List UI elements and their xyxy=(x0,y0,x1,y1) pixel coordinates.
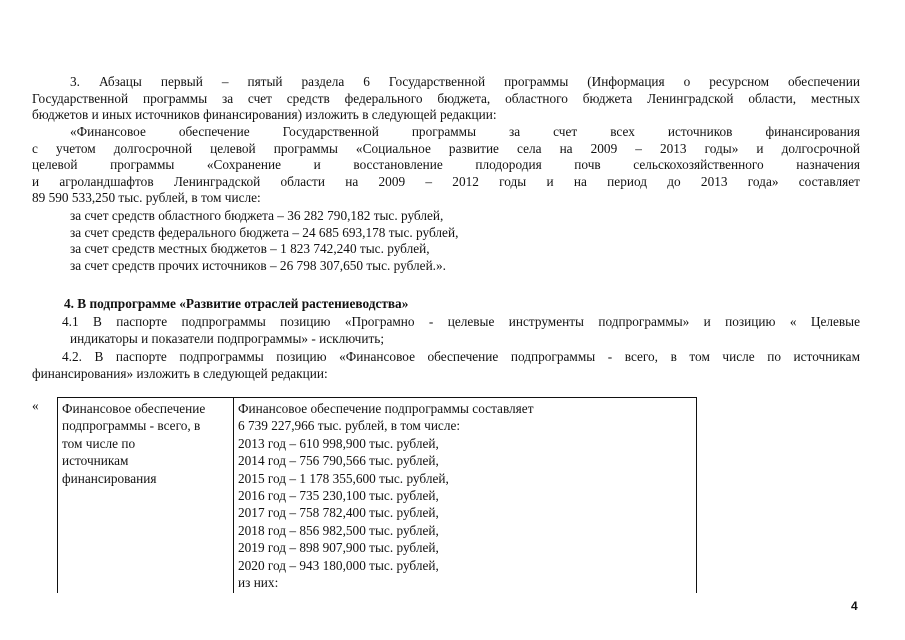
right-cell-line: 6 739 227,966 тыс. рублей, в том числе: xyxy=(238,418,461,434)
left-cell-line: Финансовое обеспечение xyxy=(62,401,206,416)
left-cell-line: подпрограммы - всего, в xyxy=(62,418,201,434)
list-item: за счет средств областного бюджета – 36 282 790,182 тыс. рублей, xyxy=(70,208,444,223)
section-3-paragraph xyxy=(32,74,860,124)
section-3-line-3: бюджетов и иных источников финансирования) изложить в следующей редакции: xyxy=(32,107,497,123)
list-item: за счет средств федерального бюджета – 24 685 693,178 тыс. рублей, xyxy=(70,224,459,240)
right-cell-line: 2019 год – 898 907,900 тыс. рублей, xyxy=(238,540,439,556)
quote-line-1: «Финансовое обеспечение Государственной программы за счет всех источников финансирования xyxy=(70,124,860,139)
table-open-quote: « xyxy=(32,398,39,413)
funding-quote-paragraph xyxy=(32,124,860,207)
funding-sources-list xyxy=(70,208,458,274)
section-3-line-2: Государственной программы за счет средств федерального бюджета, областного бюджета Ленинградской области, местных xyxy=(32,90,860,106)
p42-line-1: 4.2. В паспорте подпрограммы позицию «Финансовое обеспечение подпрограммы - всего, в том числе по источникам xyxy=(62,349,860,364)
list-item: за счет средств местных бюджетов – 1 823 742,240 тыс. рублей, xyxy=(70,241,430,257)
section-4-heading: 4. В подпрограмме «Развитие отраслей растениеводства» xyxy=(64,296,409,311)
quote-line-5: 89 590 533,250 тыс. рублей, в том числе: xyxy=(32,190,261,206)
right-cell-line: 2017 год – 758 782,400 тыс. рублей, xyxy=(238,505,439,521)
right-cell-line: 2014 год – 756 790,566 тыс. рублей, xyxy=(238,453,439,469)
right-cell-line: 2013 год – 610 998,900 тыс. рублей, xyxy=(238,435,439,451)
table-right-cell xyxy=(238,400,693,591)
left-cell-line: финансирования xyxy=(62,470,157,486)
section-4-1-paragraph xyxy=(32,314,860,347)
left-cell-line: том числе по xyxy=(62,435,136,451)
list-item: за счет средств прочих источников – 26 798 307,650 тыс. рублей.». xyxy=(70,257,446,273)
quote-line-3: целевой программы «Сохранение и восстановление плодородия почв сельскохозяйственного назначения xyxy=(32,157,860,173)
section-3-line-1: 3. Абзацы первый – пятый раздела 6 Государственной программы (Информация о ресурсном обеспечении xyxy=(70,74,860,89)
funding-table xyxy=(57,397,697,593)
quote-line-2: с учетом долгосрочной целевой программы «Социальное развитие села на 2009 – 2013 годы» и долгосрочной xyxy=(32,140,860,156)
right-cell-line: 2015 год – 1 178 355,600 тыс. рублей, xyxy=(238,470,449,486)
left-cell-line: источникам xyxy=(62,453,129,469)
right-cell-line: Финансовое обеспечение подпрограммы составляет xyxy=(238,401,534,416)
quote-line-4: и агроландшафтов Ленинградской области на 2009 – 2012 годы и на период до 2013 года» составляет xyxy=(32,173,860,189)
right-cell-line: из них: xyxy=(238,575,279,591)
table-left-cell xyxy=(58,398,234,593)
page-number: 4 xyxy=(851,599,858,613)
p41-line-1: 4.1 В паспорте подпрограммы позицию «Програмно - целевые инструменты подпрограммы» и позицию « Целевые xyxy=(62,314,860,329)
right-cell-line: 2016 год – 735 230,100 тыс. рублей, xyxy=(238,488,439,504)
p41-line-2: индикаторы и показатели подпрограммы» - исключить; xyxy=(70,330,385,346)
section-4-2-paragraph xyxy=(32,349,860,382)
right-cell-line: 2018 год – 856 982,500 тыс. рублей, xyxy=(238,522,439,538)
right-cell-line: 2020 год – 943 180,000 тыс. рублей, xyxy=(238,557,439,573)
p42-line-2: финансирования» изложить в следующей редакции: xyxy=(32,365,328,381)
